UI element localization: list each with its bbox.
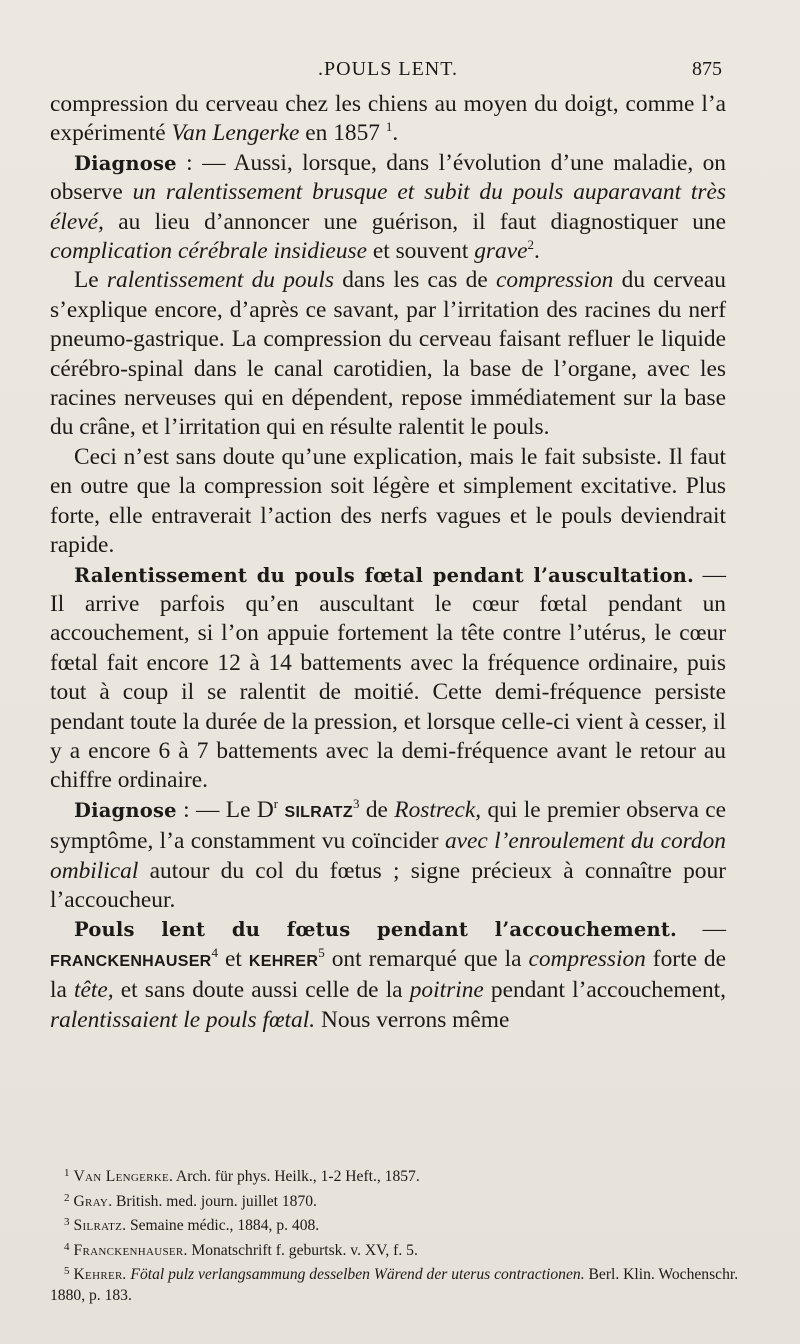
paragraph-text: — bbox=[677, 916, 726, 943]
emphasis: un ralentissement brusque et subit du pouls auparavant très élevé, bbox=[50, 179, 727, 235]
footnote bbox=[50, 1261, 740, 1306]
footnote-author: Van Lengerke bbox=[73, 1168, 169, 1185]
emphasis: compression bbox=[496, 267, 614, 294]
emphasis: grave bbox=[474, 238, 528, 265]
paragraph-text: : — Le D bbox=[176, 796, 274, 823]
run-in-heading: Diagnose bbox=[74, 151, 177, 175]
footnote-mark: 3 bbox=[64, 1216, 70, 1229]
emphasis: poitrine bbox=[409, 977, 484, 1004]
footnote-ref: 3 bbox=[352, 795, 360, 811]
emphasis: ralentissaient le pouls fœtal. bbox=[50, 1006, 316, 1033]
running-head: .POULS LENT. bbox=[318, 58, 458, 80]
footnote-author: Gray bbox=[73, 1192, 109, 1210]
paragraph-text: Nous verrons même bbox=[315, 1006, 510, 1033]
footnote-text: . Monatschrift f. geburtsk. v. XV, f. 5. bbox=[183, 1241, 418, 1259]
run-in-heading: Diagnose bbox=[74, 798, 177, 822]
paragraph-text: qui le premier observa ce symptôme, l’a constamment vu coïncider bbox=[50, 796, 726, 855]
paragraph-text: et sans doute aussi celle de la bbox=[113, 977, 410, 1004]
emphasis: ralentissement du pouls bbox=[106, 267, 334, 294]
footnote-ref: 1 bbox=[385, 119, 393, 135]
emphasis: Rostreck, bbox=[394, 796, 482, 823]
footnote-mark: 5 bbox=[64, 1265, 70, 1278]
paragraph-accouchement bbox=[50, 915, 726, 1035]
footnote-author: Silratz bbox=[73, 1217, 123, 1235]
footnote-ref: 4 bbox=[211, 944, 219, 960]
footnote-text: Berl. Klin. Wochenschr. 1880, p. 183. bbox=[50, 1266, 739, 1304]
person-name: KEHRER bbox=[248, 952, 319, 970]
emphasis: compression bbox=[528, 945, 646, 972]
paragraph-text: au lieu d’annoncer une guérison, il faut diagnostiquer une bbox=[103, 208, 726, 235]
paragraph-text: . bbox=[392, 120, 399, 147]
body-text bbox=[50, 90, 726, 1035]
paragraph-text: et souvent bbox=[367, 238, 475, 265]
paragraph-3 bbox=[50, 266, 726, 442]
paragraph-auscultation bbox=[50, 561, 726, 796]
paragraph-text: en 1857 bbox=[299, 120, 386, 147]
paragraph-diagnose-2 bbox=[50, 796, 726, 916]
paragraph-text: forte de la bbox=[50, 945, 727, 1004]
footnote bbox=[50, 1212, 740, 1237]
paragraph-text: Le bbox=[74, 267, 107, 294]
footnote-text: . Arch. für phys. Heilk., 1-2 Heft., 1857. bbox=[169, 1168, 420, 1185]
paragraph-text: autour du col du fœtus ; signe précieux à connaître pour l’accoucheur. bbox=[50, 857, 726, 913]
person-name: SILRATZ bbox=[284, 803, 353, 821]
footnote-text: . British. med. journ. juillet 1870. bbox=[108, 1192, 317, 1210]
author-name: Van Lengerke bbox=[171, 120, 300, 147]
footnote bbox=[50, 1188, 740, 1213]
footnote-mark: 4 bbox=[64, 1240, 70, 1253]
page-header bbox=[50, 52, 726, 88]
emphasis: complication cérébrale insidieuse bbox=[50, 238, 367, 265]
paragraph-text: — Il arrive parfois qu’en auscultant le cœur fœtal pendant un accouchement, si l’on appuie fortement la tête contre l’utérus, le cœur fœtal fait encore 12 à 14 battements avec la fréquence ordinaire, puis tout à coup il se ralentit de moitié. Cette demi-fréquence persiste pendant toute la durée de la pression, et lorsque celle-ci vient à cesser, il y a encore 6 à 7 battements avec la demi-fréquence avant le retour au chiffre ordinaire. bbox=[50, 561, 726, 794]
footnote-author: Kehrer bbox=[73, 1266, 123, 1284]
paragraph-text: et bbox=[218, 945, 249, 972]
emphasis: avec l’enroulement du cordon ombilical bbox=[50, 828, 727, 884]
paragraph-1 bbox=[50, 90, 726, 149]
paragraph-text: compression du cerveau chez les chiens au moyen du doigt, comme l’a expérimenté bbox=[50, 91, 726, 147]
paragraph-text: du cerveau s’explique encore, d’après ce savant, par l’irritation des racines du nerf pneumo-gastrique. La compression du cerveau faisant refluer le liquide cérébro-spinal dans le canal carotidien, la base de l’organe, avec les racines nerveuses qui en dépendent, repose immédiatement sur la base du crâne, et l’irritation qui en résulte ralentit le pouls. bbox=[50, 267, 726, 441]
paragraph-text: de bbox=[359, 796, 395, 823]
footnote-text: . Semaine médic., 1884, p. 408. bbox=[122, 1217, 320, 1235]
paragraph-text: : — Aussi, lorsque, dans l’évolution d’une maladie, on observe bbox=[50, 149, 726, 206]
paragraph-diagnose-1 bbox=[50, 149, 726, 267]
footnote-ref: 5 bbox=[318, 944, 325, 960]
footnote-title: . Fötal pulz verlangsammung desselben Wärend der uterus contractionen. bbox=[122, 1266, 585, 1284]
person-name: FRANCKENHAUSER bbox=[50, 952, 212, 970]
emphasis: tête, bbox=[74, 977, 114, 1004]
footnote bbox=[50, 1163, 740, 1188]
superscript: r bbox=[273, 795, 279, 811]
paragraph-text: ont remarqué que la bbox=[324, 945, 529, 972]
paragraph-text: dans les cas de bbox=[333, 267, 496, 294]
run-in-heading: Pouls lent du fœtus pendant l’accouchement. bbox=[74, 918, 678, 942]
footnotes bbox=[50, 1163, 740, 1307]
page-number: 875 bbox=[692, 58, 722, 80]
paragraph-text: . bbox=[533, 238, 540, 265]
footnote-author: Franckenhauser bbox=[73, 1241, 184, 1259]
footnote bbox=[50, 1237, 740, 1262]
run-in-heading: Ralentissement du pouls fœtal pendant l’auscultation. bbox=[74, 563, 695, 587]
paragraph-text: pendant l’accouchement, bbox=[483, 977, 726, 1004]
footnote-mark: 1 bbox=[64, 1167, 70, 1179]
footnote-mark: 2 bbox=[64, 1191, 70, 1204]
paragraph-4: Ceci n’est sans doute qu’une explication, mais le fait subsiste. Il faut en outre que la compression soit légère et simplement excitative. Plus forte, elle entraverait l’action des nerfs vagues et le pouls deviendrait rapide. bbox=[50, 443, 726, 559]
footnote-ref: 2 bbox=[527, 237, 534, 253]
